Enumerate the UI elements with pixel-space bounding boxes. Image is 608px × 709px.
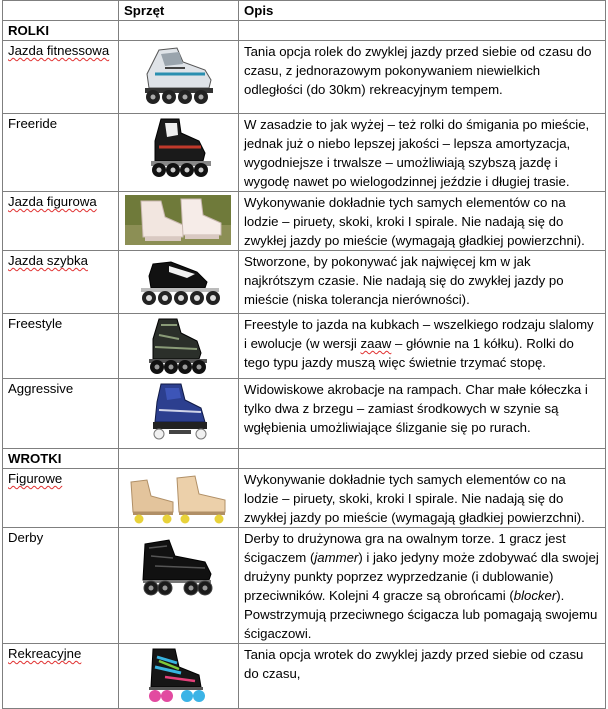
category-name: Derby [8,530,44,545]
row-description: Freestyle to jazda na kubkach – wszelkiego rodzaju slalomy i ewolucje (w wersji [244,317,594,351]
row-description: ) i jako jedyny może zdobywać dla swojej drużyny punkty poprzez wyprzedzanie (i dublowanie) przeciwników. Kolejni 4 gracze są obrońcami ( [244,550,599,603]
freeride-inline-skate-icon [125,117,229,179]
category-name: Jazda figurowa [8,194,97,209]
table-row [3,644,606,709]
category-name: Freeride [8,116,58,131]
section-title: WROTKI [3,449,119,469]
skates-table [2,0,606,709]
table-row [3,469,606,528]
row-description: Wykonywanie dokładnie tych samych elementów co na lodzie – piruety, skoki, kroki I spirale. Nie nadają się do zwykłej jazdy po mieście (wymagają gładkiej powierzchni). [239,192,606,251]
fitness-inline-skate-icon [125,44,229,106]
table-row [3,192,606,251]
category-name: Jazda fitnessowa [8,43,110,58]
category-name: Jazda szybka [8,253,88,268]
row-description: Derby to drużynowa gra na owalnym torze. 1 gracz jest ścigaczem ( [244,531,566,565]
figure-skate-icon [125,195,231,245]
table-row [3,528,606,644]
row-description-term: jammer [314,550,359,565]
row-description: ). Powstrzymują przeciwnego ścigacza lub pomagają swojemu ścigaczowi. [244,588,598,641]
table-row [3,41,606,114]
table-row [3,251,606,314]
table-row [3,314,606,379]
row-description: W zasadzie to jak wyżej – też rolki do śmigania po mieście, jednak już o niebo lepszej jakości – lepsza amortyzacja, wygodniejsze i trwalsze – umożliwiają szybszą jazdę i wygodę nawet po wielogodzinnej jeździe i długiej trasie. [239,114,606,192]
freestyle-inline-skate-icon [125,317,229,375]
header-description: Opis [239,1,606,21]
header-empty [3,1,119,21]
row-description-term: blocker [513,588,557,603]
derby-roller-skate-icon [125,536,229,598]
category-name: Rekreacyjne [8,646,82,661]
table-row [3,114,606,192]
row-description-word: zaaw [360,336,392,351]
category-name: Aggressive [8,381,74,396]
section-row-wrotki [3,449,606,469]
section-title: ROLKI [3,21,119,41]
category-name: Freestyle [8,316,63,331]
row-description: Tania opcja rolek do zwyklej jazdy przed siebie od czasu do czasu, z jednorazowym pokonywaniem niewielkich odległości (do 30km) rekreacyjnym tempem. [239,41,606,114]
category-name: Figurowe [8,471,63,486]
row-description: Tania opcja wrotek do zwyklej jazdy przed siebie od czasu do czasu, [239,644,606,709]
header-equipment: Sprzęt [119,1,239,21]
header-row [3,1,606,21]
row-description: – głównie na 1 kółku). Rolki do tego typu jazdy muszą więc świetnie trzymać stopę. [244,336,574,370]
table-row [3,379,606,449]
row-description: Widowiskowe akrobacje na rampach. Char małe kółeczka i tylko dwa z brzegu – zamiast środkowych w szynie są wgłębienia umożliwiające ślizganie się po rurach. [239,379,606,449]
section-row-rolki [3,21,606,41]
speed-inline-skate-icon [125,254,229,306]
aggressive-inline-skate-icon [125,382,229,444]
figure-roller-skate-icon [125,472,233,524]
recreational-roller-skate-icon [125,647,229,705]
row-description: Stworzone, by pokonywać jak najwięcej km w jak najkrótszym czasie. Nie nadają się do zwykłej jazdy po mieście (niska tolerancja nierówności). [239,251,606,314]
row-description: Wykonywanie dokładnie tych samych elementów co na lodzie – piruety, skoki, kroki I spirale. Nie nadają się do zwykłej jazdy po mieście (wymagają gładkiej powierzchni). [239,469,606,528]
